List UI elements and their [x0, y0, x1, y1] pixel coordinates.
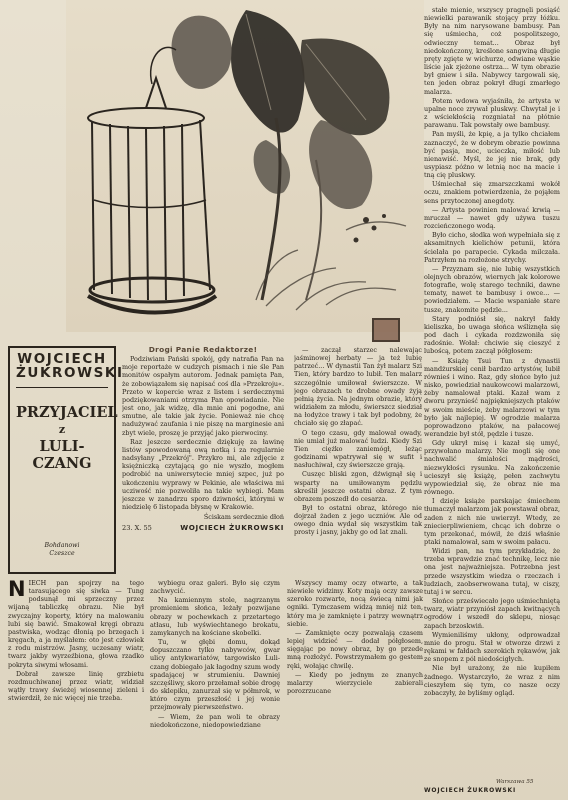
story-paragraph: — Książę Tsui Tun z dynastii mandżurskiej cenił bardzo artystów, lubił równieś i wino. Raz, gdy słońce było już nisko, powiedział naukowcowi malarzowi, żeby namalował ptaki. Kazał wam z dworu przynieść najpiękniejszych ptaków w swoim mieście, żeby malarzowi w tym było jak najlepiej. W ogrodzie malarza poprowadzono ptaków, na pałacowej werandzie był stół, pędzle i tusze. [424, 356, 560, 438]
story-paragraph: Dobrał zawsze linię grzbietu rozdmuchiwanej przez wiatr, widział wątły trawy świeżej wiosennej zieleni i stwierdził, że nic więcej nie trzeba. [8, 669, 144, 703]
story-column [8, 579, 144, 795]
story-paragraph: Widzi pan, na tym przykładzie, że trzeba wprawdzie znać technikę, lecz nie ona jest najważniejsza. Potrzebna jest przede wszystkim wiedza o rzeczach i ludziach, zaobserwowana tutaj, w ciszy, tutaj i w sercu. [424, 547, 560, 596]
author-name [16, 351, 124, 388]
story-paragraph: I dzieje książe parskając śmiechem tłumaczył malarzom jak powstawał obraz, zaden z nich nie uwierzył. Wtedy, ze zniecierpliwieniem, chcąc ich dobrze o tym przekonać, mówił, że dziś właśnie ptaki namalował, sam w swoim pałacu. [424, 497, 560, 546]
letter-heading: Drogi Panie Redaktorze! [148, 346, 258, 354]
story-paragraph: Było cicho, słodka woń wypełniała się z aksamitnych kielichów petunii, która ścielała po parapecie. Cykada milczała. Patrzyłem na rozłożone strychy. [424, 231, 560, 264]
author-first-name: WOJCIECH [17, 351, 107, 367]
story-paragraph: — Wiem, że pan woli te obrazy niedokończone, niedopowiedziane [150, 712, 280, 729]
letter-paragraph: Podziwiam Pański spokój, gdy natrafia Pan na moje reportaże w cudzych pismach i nie śle Pan monitów ospałym autorom. Jednak pamięta Pan, że zobowiązałem się napisać coś dla »Przekroju«. Przeto w kopercie wraz z listem i serdecznymi podziękowaniami otrzyma Pan opowiadanie. Nie jest ono, jak widzę, dla mnie ani pogodne, ani smutne, ale takie jak życie. Ponieważ nie chcę nadużywać zaufania i nie piszę na marginesie ani zbyt wiele, proszę je przyjąć jako pierwociny. [122, 355, 284, 437]
story-paragraph: Tu, w głębi domu, dokąd dopuszczano tylko nabywców, gwar ulicy antykwariatów, targowisko Luli-czang dobiegało jak łagodny szum wody spadającej w strumieniu. Dawniej szczęśliwy, skoro przełamał sobie drogę do sklepiku, zanurzał się w półmrok, w któro czym przeszłość i jej wonie przejmowały pierwszeństwo. [150, 638, 280, 712]
letter-paragraph: Raz jeszcze serdecznie dziękuję za ławinę listów spowodowaną ową notką i za regularnie nadsyłany „Przekrój". Przykro mi, ale zdjęcie z księżniczką czytającą go nie wyszło, mogłem podrobić na uniwersytecie mniej szpec, już po ukończeniu wyprawy w Pekinie, ale właściwa mi ucziwość nie pozwoliła na takie wybiegi. Mam jeszcze w zanadrzu sporo dziwności, którymi w niedzielę 6 listopada błysnę w Krakowie. [122, 437, 284, 511]
story-paragraph: Uśmiechał się zmarszczkami wokół oczu, znakiem potwierdzenia, że pojąłem sens przytoczonej anegdoty. [424, 180, 560, 205]
story-column [287, 579, 423, 795]
story-paragraph: — Kiedy po jednym ze znanych malarzy wierzyciele zabierali porozrzucane [287, 670, 423, 696]
story-paragraph: Wymieniliśmy ukłony, odprowadzał mnie do progu. Stał w otworze drzwi z rękami w fałdach szerokich rękawów, jak ze snopem z pól niedościgłych. [424, 630, 560, 664]
story-paragraph: Pan myśli, że kpię, a ja tylko chciałem zaznaczyć, że w dobrym obrazie powinna być pasja, moc, ucieczka, miłość lub nienawiść. Myśl, że jej nie brak, gdy usypiasz późno w letnią noc na macie i tną cię pluskwy. [424, 130, 560, 180]
story-paragraph: — Zamknięte oczy pozwalają czasem lepiej widzieć — dodał półgłosem, sięgając po nowy obraz, by go przede mną rozłożyć. Powstrzymałem go gestem ręki, wołając chwilę. [287, 628, 423, 670]
story-paragraph: — Przyznam się, nie lubię wszystkich olejnych obrazów, wiernych jak kolorowe fotografie, wolę starego techniki, dawne tematy, nawet te bambusy i owce... — powiedziałem. — Macie wspaniałe stare tusze, znakomite pędzle... [424, 264, 560, 314]
dedication [10, 542, 114, 558]
title-line: z [58, 423, 66, 436]
artist-seal [372, 318, 400, 342]
editor-letter [122, 346, 284, 576]
story-column [294, 346, 422, 572]
title-block [8, 346, 124, 574]
letter-signature: WOJCIECH ŻUKROWSKI [180, 523, 284, 533]
story-paragraph: Słońce przeświecało jego uśmiechniętą twarz, wiatr przyniósł zapach kwitnących ogrodów i wszedł do sklepu, niosąc zapach brzoskwiń. [424, 597, 560, 630]
place-date: Warszawa 55 [496, 779, 534, 785]
story-paragraph: Gdy ukrył misę i kazał się umyć, przywołano malarzy. Nie mogli się one nachwalić śmiałości mądrości, niezwykłości rysunku. Na zakończenie ucieszył się książę, pełen zachwytu wypowiedział się, że obraz nie ma równego. [424, 439, 560, 497]
drop-cap: N [8, 579, 26, 601]
story-title [16, 404, 118, 472]
story-column [150, 579, 280, 795]
story-opening-paragraph [8, 579, 144, 669]
story-paragraph: Był to ostatni obraz, którego nie dojrzał żaden z jego uczniów. Ale od owego dnia wydał się wszystkim tak prosty i jasny, jakby go od lat znali. [294, 503, 422, 537]
letter-date: 23. X. 55 [122, 524, 152, 533]
title-line: CZANG [32, 455, 92, 472]
story-paragraph: Na kamiennym stole, nagrzanym promieniem słońca, leżały pozwijane obrazy w pochewkach z przetartego atłasu, lub wyświechtanego brokatu, zamykanych na kościane skobelki. [150, 596, 280, 637]
dedication-line: Bohdanowi [44, 542, 80, 549]
story-paragraph: O tego czasu, gdy malował owady, nie umiał już malować ludzi. Kiedy Szi Tien ciężko zaniemógł, leżąc godzinami wpatrywał się w sufit i nasłuchiwał, czy świerszcze grają. [294, 428, 422, 470]
title-line: PRZYJACIEL [16, 404, 118, 421]
story-paragraph: Nie był urażony, że nie kupiłem żadnego. Wystarczyło, że wraz z nim cieszyłem się tym, co nasze oczy zobaczyły, że byliśmy ogląd. [424, 664, 560, 697]
title-line: LULI- [39, 438, 85, 455]
dedication-line: Czeszce [49, 550, 75, 557]
footer-signature: WOJCIECH ŻUKROWSKI [424, 787, 517, 794]
story-paragraph: Wszyscy mamy oczy otwarte, a tak niewiele widzimy. Koty mają oczy zawsze szeroko rozwarte, nocą świecą nimi jak ogniki. Tymczasem widzą mniej niż ten, który ma je zamknięte i patrzy wewnątrz siebie. [287, 579, 423, 628]
story-paragraph: stałe mienie, wszyscy pragnęli posiąść niewielki parawanik stojący przy łóżku. Były na nim narysowane bambusy. Pan się uśmiecha, coż pospolitszego, odwieczny temat... Obraz był niedokończony, kreślone sangwiną długie pręty zgięte w wichurze, odwiane wąskie liście jak zjeżone ostrza... W tym obrazie był gniew i siła. Nabywcy targowali się, ten jeden obraz pokrył długi zmarłego malarza. [424, 6, 560, 96]
story-column [424, 6, 560, 754]
story-paragraph: wybiegu oraz galeri. Było się czym zachwycić. [150, 579, 280, 596]
story-paragraph: Cuszęc bliski zgon, dźwignął się i wsparty na umiłowanym pędzlu skreślił jeszcze ostatni obraz. Z tym obrazem poszedł do cesarza. [294, 470, 422, 503]
ink-painting [66, 0, 424, 332]
letter-closing: Ściskam serdecznie dłoń [203, 513, 284, 522]
story-paragraph: Stary podniósł się, nakrył fałdy kieliszka, bo uwaga słońca wśliznęła się pod dach i cykada rozdzwoniła się radośnie. Wołał: chciwie się cieszyć z luboścą, potem zaczął półgłosem: [424, 314, 560, 356]
story-paragraph: — zaczął starzec nalewając jaśminowej herbaty — ja też lubię patrzeć... W dynastii Tan żył malarz Szi Tien, który bardzo to lubił. Ten malarz szczególnie umiłował świerszcze. W jego obrazach te drobne owady żyją pełnią życia. Na jednym obrazie, który widziałem za młodu, świerszcz siedział na łodyżce trawy i tak był podobny, że chciało się go złapać. [294, 346, 422, 428]
story-paragraph: Potem wdowa wyjaśniła, że artysta w upalne noce zrywał pluskwy. Chwytał je i z wściekłością rozgniatał na płótnie parawanu. Tak powstały owe bambusy. [424, 96, 560, 130]
story-text: IECH pan spojrzy na tego tarasującego się siwka — Tung podsunął mi sprzeczny przez wijaną tabliczkę obrazu. Nie był zwyczajny koperty, który na malowaniu lubi się bawić. Smakował kręgi obrazu pastwiska, wodząc dłonią po brzegach i kręgach, a ja myślałem: oto jest człowiek z rodu mistrzów. Jasny, uczesany wiatr, twarz jakby wyrzeźbiona, głowa rzadko pokryta siwymi włosami. [8, 579, 144, 669]
author-last-name: ŻUKROWSKI [16, 365, 124, 381]
bird-cage-illustration [66, 0, 424, 332]
story-paragraph: — Artysta powinien malować krwią — mruczał — nawet gdy używa tuszu rozcieńczonego wodą. [424, 205, 560, 231]
